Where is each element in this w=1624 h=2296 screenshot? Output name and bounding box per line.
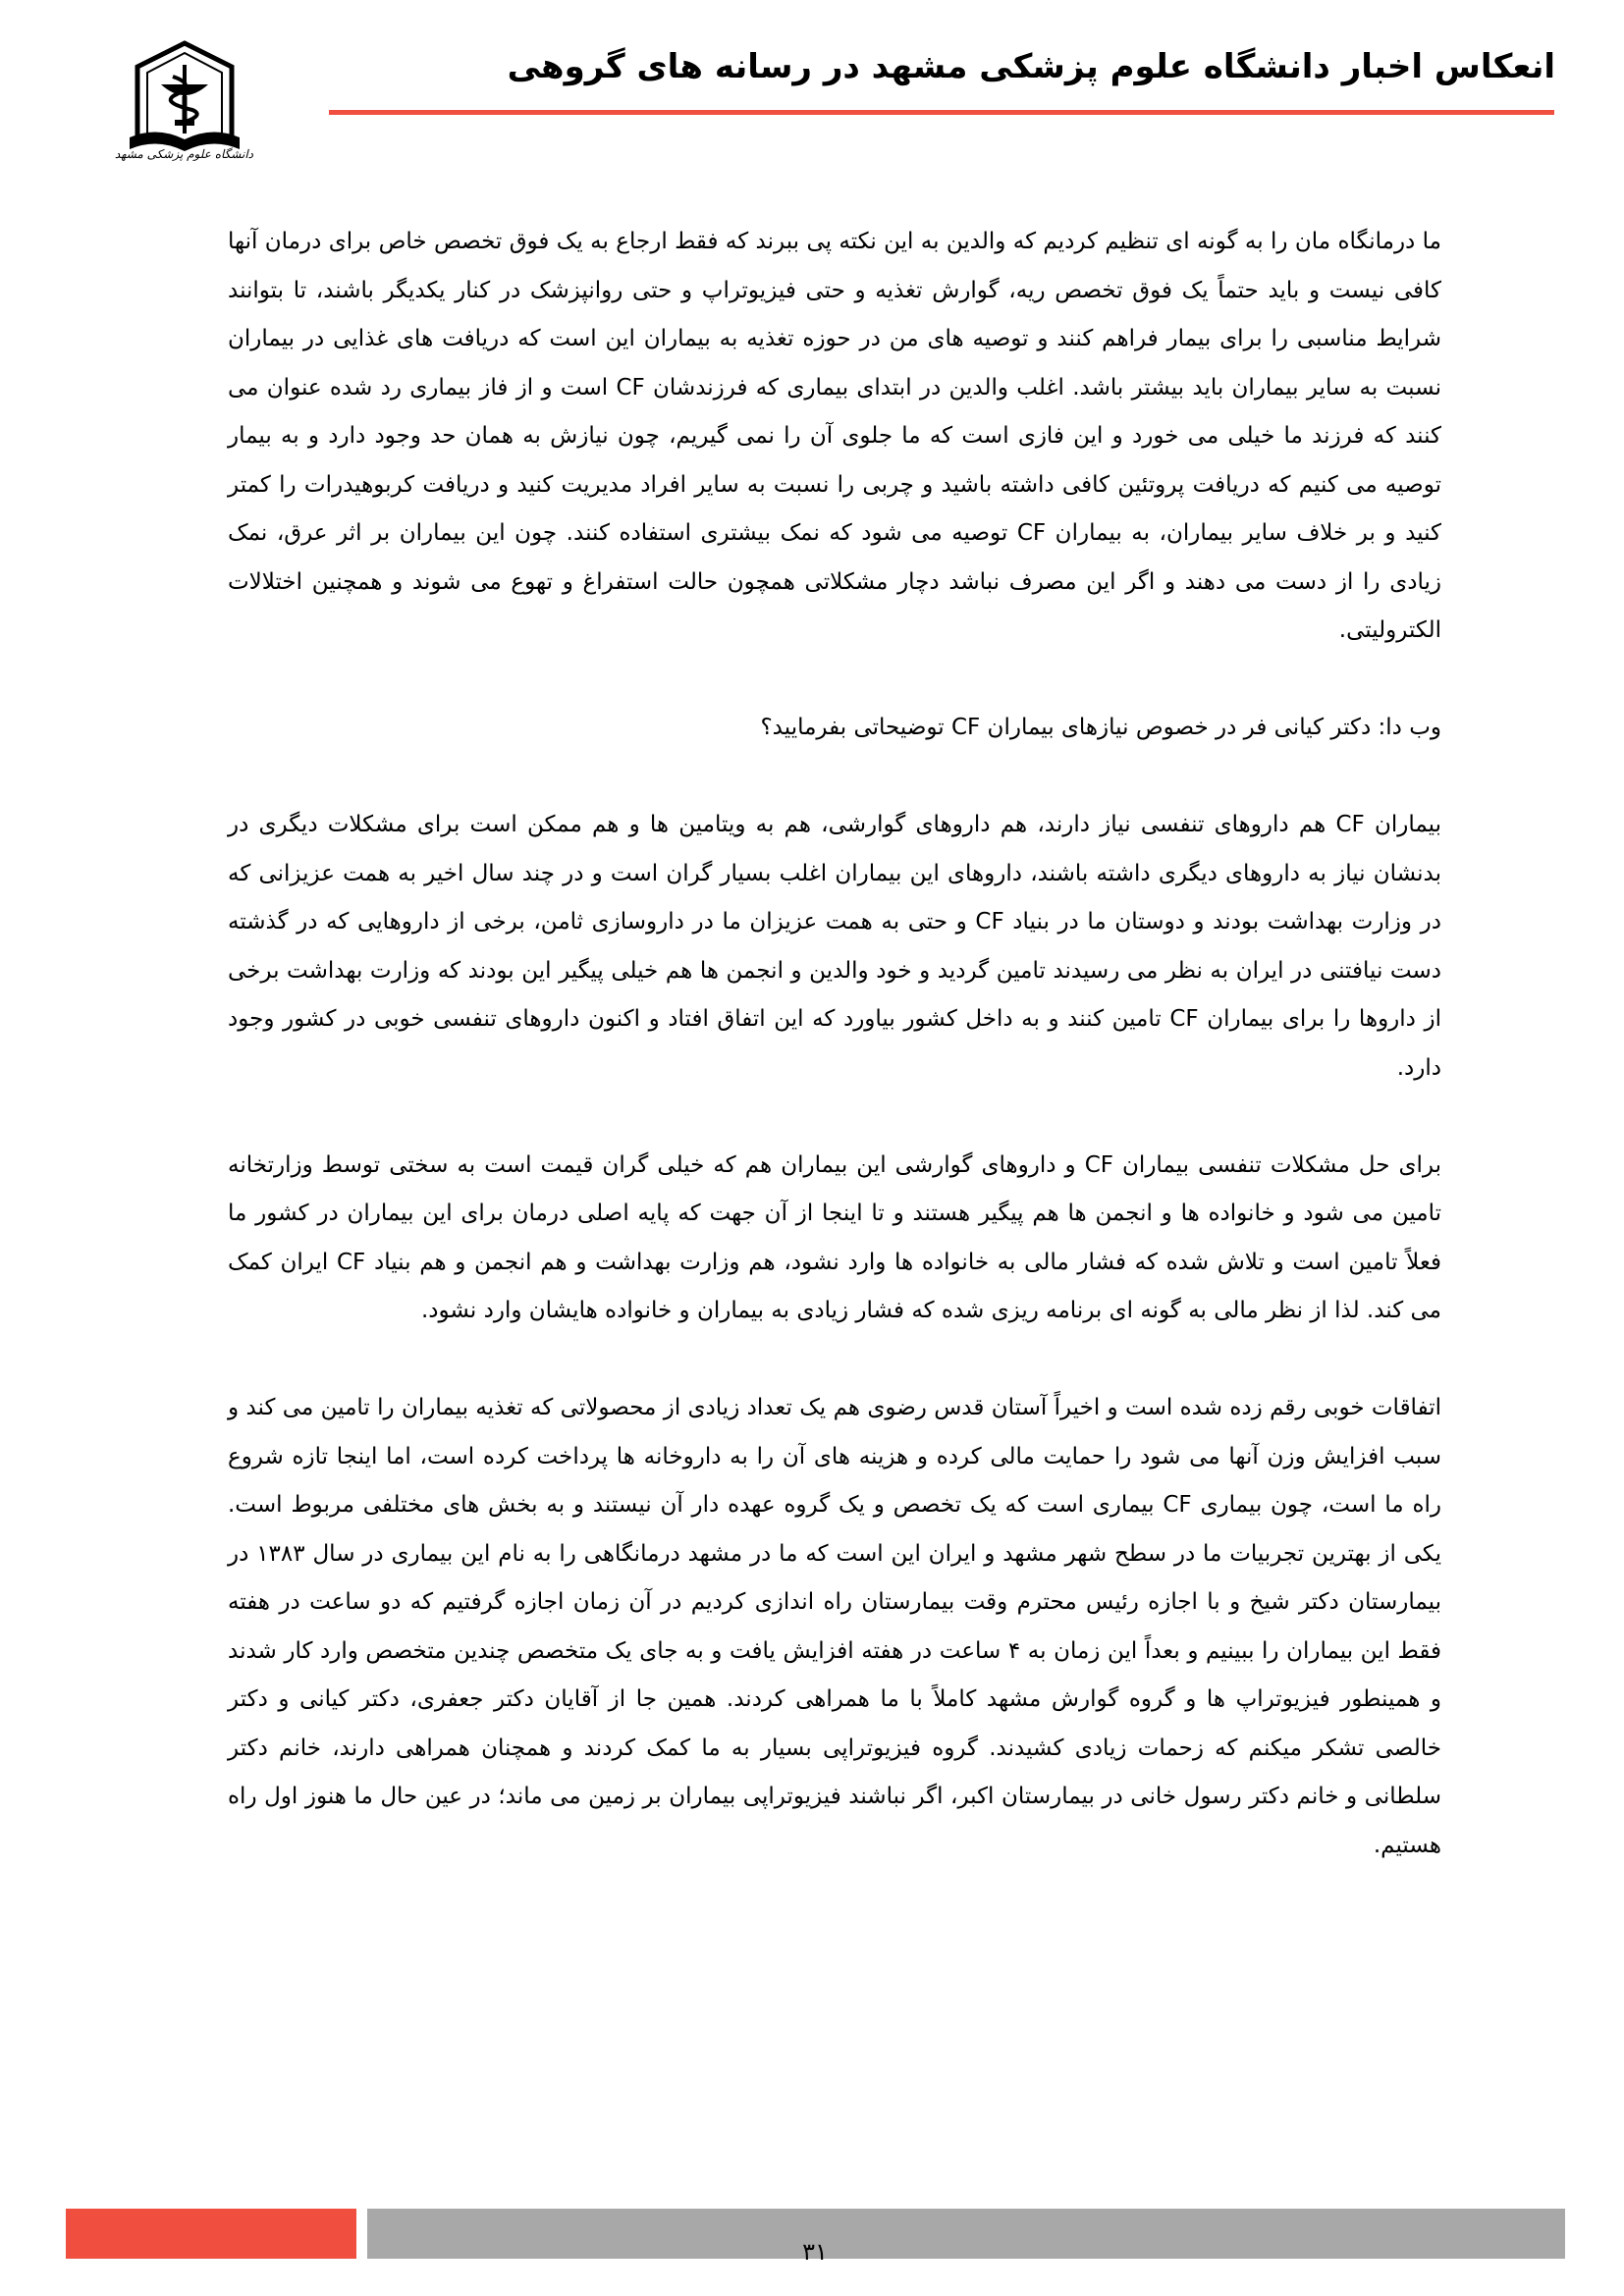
page-number: ۳۱ (802, 2238, 828, 2266)
page-header (0, 0, 1624, 196)
paragraph: اتفاقات خوبی رقم زده شده است و اخیراً آستان قدس رضوی هم یک تعداد زیادی از محصولاتی که تغذیه بیماران را تامین می کند و سبب افزایش وزن آنها می شود را حمایت مالی کرده و هزینه های آن را به داروخانه ها پرداخت کرده است، اما اینجا تازه شروع راه ما است، چون بیماری CF بیماری است که یک تخصص و یک گروه عهده دار آن نیستند و به بخش های مختلفی مربوط است. یکی از بهترین تجربیات ما در سطح شهر مشهد و ایران این است که ما در مشهد درمانگاهی را به نام این بیماری در سال ۱۳۸۳ در بیمارستان دکتر شیخ و با اجازه رئیس محترم وقت بیمارستان راه اندازی کردیم در آن زمان اجازه گرفتیم که دو ساعت در هفته فقط این بیماران را ببینیم و بعداً این زمان به ۴ ساعت در هفته افزایش یافت و به جای یک متخصص چندین متخصص وارد کار شدند و همینطور فیزیوتراپ ها و گروه گوارش مشهد کاملاً با ما همراهی کردند. همین جا از آقایان دکتر جعفری، دکتر کیانی و دکتر خالصی تشکر میکنم که زحمات زیادی کشیدند. گروه فیزیوتراپی بسیار به ما کمک کردند و همچنان همراهی دارند، خانم دکتر سلطانی و خانم دکتر رسول خانی در بیمارستان اکبر، اگر نباشند فیزیوتراپی بیماران بر زمین می ماند؛ در عین حال ما هنوز اول راه هستیم. (228, 1395, 1441, 1858)
university-logo (116, 37, 253, 170)
paragraph: برای حل مشکلات تنفسی بیماران CF و داروهای گوارشی این بیماران هم که خیلی گران قیمت است به سختی توسط وزارتخانه تامین می شود و خانواده ها و انجمن ها هم پیگیر هستند و تا اینجا از آن جهت که پایه اصلی درمان برای این بیماران در کشور ما فعلاً تامین است و تلاش شده که فشار مالی به خانواده ها وارد نشود، هم وزارت بهداشت و هم انجمن و هم بنیاد CF ایران کمک می کند. لذا از نظر مالی به گونه ای برنامه ریزی شده که فشار زیادی به بیماران و خانواده هایشان وارد نشود. (228, 1151, 1441, 1323)
article-body (228, 218, 1441, 1870)
paragraph: بیماران CF هم داروهای تنفسی نیاز دارند، هم داروهای گوارشی، هم به ویتامین ها و هم ممکن است برای مشکلات دیگری در بدنشان نیاز به داروهای دیگری داشته باشند، داروهای این بیماران اغلب بسیار گران است و در چند سال اخیر به همت عزیزانی که در وزارت بهداشت بودند و دوستان ما در بنیاد CF و حتی به همت عزیزان ما در داروسازی ثامن، برخی از داروهایی که در گذشته دست نیافتنی در ایران به نظر می رسیدند تامین گردید و خود والدین و انجمن ها هم خیلی پیگیر این بودند که وزارت بهداشت برخی از داروها را برای بیماران CF تامین کنند و به داخل کشور بیاورد که این اتفاق افتاد و اکنون داروهای تنفسی خوبی در کشور وجود دارد. (228, 812, 1441, 1081)
document-title: انعکاس اخبار دانشگاه علوم پزشکی مشهد در رسانه های گروهی (507, 47, 1555, 86)
header-rule (329, 110, 1554, 115)
paragraph: ما درمانگاه مان را به گونه ای تنظیم کردیم که والدین به این نکته پی ببرند که فقط ارجاع به یک فوق تخصص خاص برای درمان آنها کافی نیست و باید حتماً یک فوق تخصص ریه، گوارش تغذیه و حتی فیزیوتراپ و حتی روانپزشک در کنار یکدیگر باشند، تا بتوانند شرایط مناسبی را برای بیمار فراهم کنند و توصیه های من در حوزه تغذیه به بیماران این است که دریافت های غذایی در بیماران نسبت به سایر بیماران باید بیشتر باشد. اغلب والدین در ابتدای بیماری که فرزندشان CF است و از فاز بیماری رد شده عنوان می کنند که فرزند ما خیلی می خورد و این فازی است که ما جلوی آن را نمی گیریم، چون نیازش به همان حد وجود دارد و به بیمار توصیه می کنیم که دریافت پروتئین کافی داشته باشید و چربی را نسبت به سایر افراد مدیریت کنید و دریافت کربوهیدرات را کمتر کنید و بر خلاف سایر بیماران، به بیماران CF توصیه می شود که نمک بیشتری استفاده کنند. چون این بیماران بر اثر عرق، نمک زیادی را از دست می دهند و اگر این مصرف نباشد دچار مشکلاتی همچون حالت استفراغ و تهوع می شوند و همچنین اختلالات الکترولیتی. (228, 229, 1442, 643)
footer-gray-bar (367, 2209, 1565, 2259)
footer-accent-bar (66, 2209, 356, 2259)
interview-question: وب دا: دکتر کیانی فر در خصوص نیازهای بیماران CF توضیحاتی بفرمایید؟ (760, 715, 1441, 740)
logo-caption: دانشگاه علوم پزشکی مشهد (114, 147, 253, 161)
